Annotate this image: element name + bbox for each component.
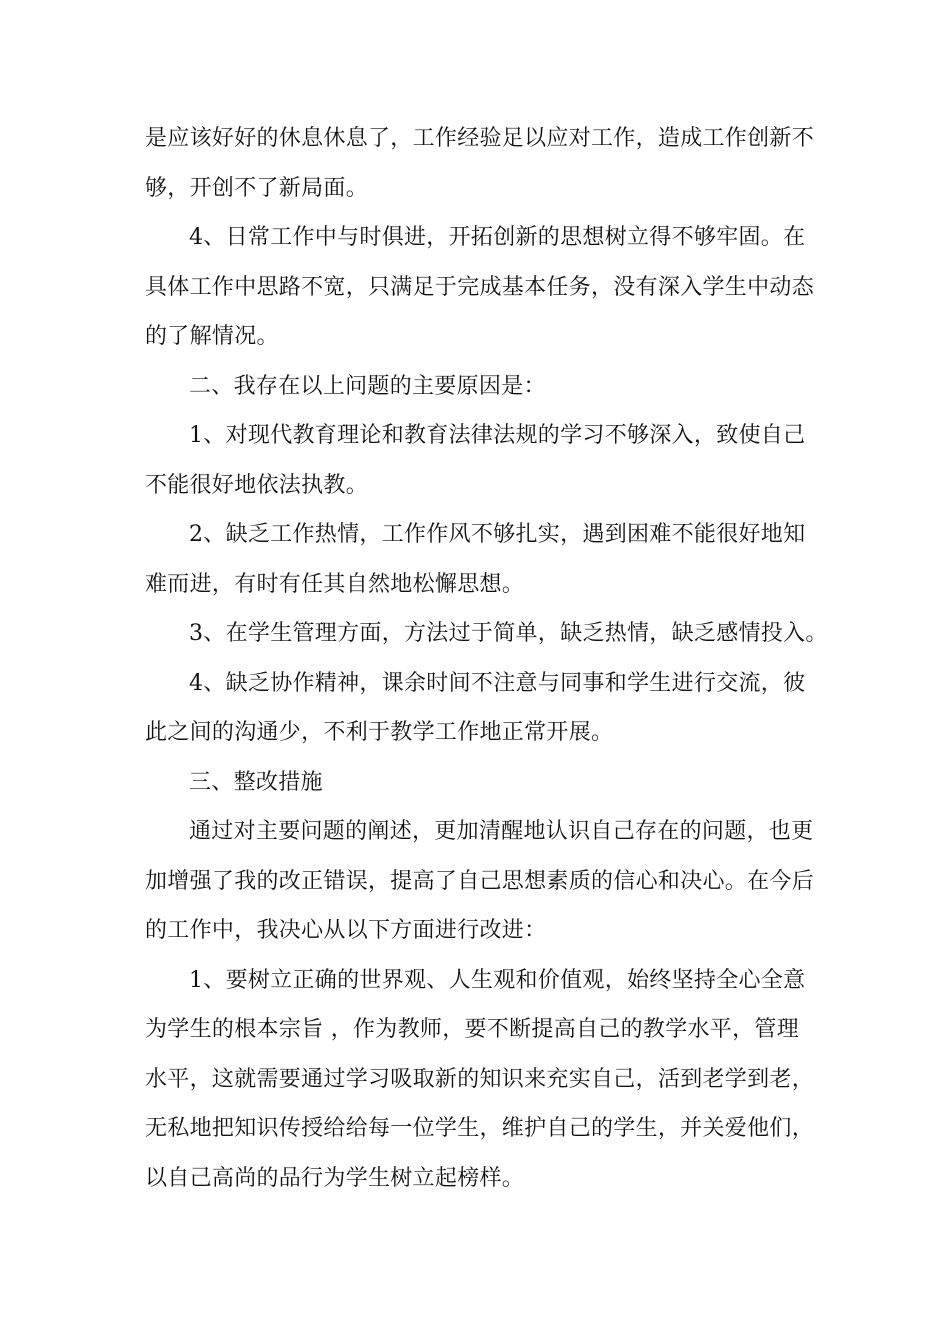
text-line: 4、日常工作中与时俱进，开拓创新的思想树立得不够牢固。在	[189, 225, 806, 250]
text-line: 此之间的沟通少，不利于教学工作地正常开展。	[145, 720, 614, 745]
text-line: 为学生的根本宗旨 ，作为教师，要不断提高自己的教学水平，管理	[145, 1017, 799, 1042]
text-line: 不能很好地依法执教。	[145, 472, 369, 498]
text-line: 3、在学生管理方面，方法过于简单，缺乏热情，缺乏感情投入。	[189, 621, 828, 646]
text-line: 够，开创不了新局面。	[145, 175, 369, 201]
text-line: 1、对现代教育理论和教育法律法规的学习不够深入，致使自己	[189, 423, 806, 448]
text-line: 1、要树立正确的世界观、人生观和价值观，始终坚持全心全意	[189, 967, 806, 993]
text-line: 加增强了我的改正错误，提高了自己思想素质的信心和决心。在今后	[145, 868, 815, 894]
text-line: 的工作中，我决心从以下方面进行改进：	[145, 918, 547, 943]
text-line: 通过对主要问题的阐述，更加清醒地认识自己存在的问题，也更	[189, 819, 814, 844]
text-line: 水平，这就需要通过学习吸取新的知识来充实自己，活到老学到老，	[145, 1066, 815, 1092]
text-line: 的了解情况。	[145, 324, 279, 349]
section-heading: 三、整改措施	[189, 769, 323, 795]
text-line: 无私地把知识传授给给每一位学生，维护自己的学生，并关爱他们，	[145, 1116, 815, 1141]
text-line: 难而进，有时有任其自然地松懈思想。	[145, 571, 525, 597]
document-body	[145, 114, 828, 1203]
section-heading: 二、我存在以上问题的主要原因是：	[189, 373, 546, 399]
text-line: 具体工作中思路不宽，只满足于完成基本任务，没有深入学生中动态	[145, 274, 815, 300]
text-line: 4、缺乏协作精神，课余时间不注意与同事和学生进行交流，彼	[189, 670, 806, 696]
text-line: 是应该好好的休息休息了，工作经验足以应对工作，造成工作创新不	[145, 126, 815, 151]
text-line: 以自己高尚的品行为学生树立起榜样。	[145, 1165, 525, 1191]
text-line: 2、缺乏工作热情，工作作风不够扎实，遇到困难不能很好地知	[189, 522, 806, 547]
